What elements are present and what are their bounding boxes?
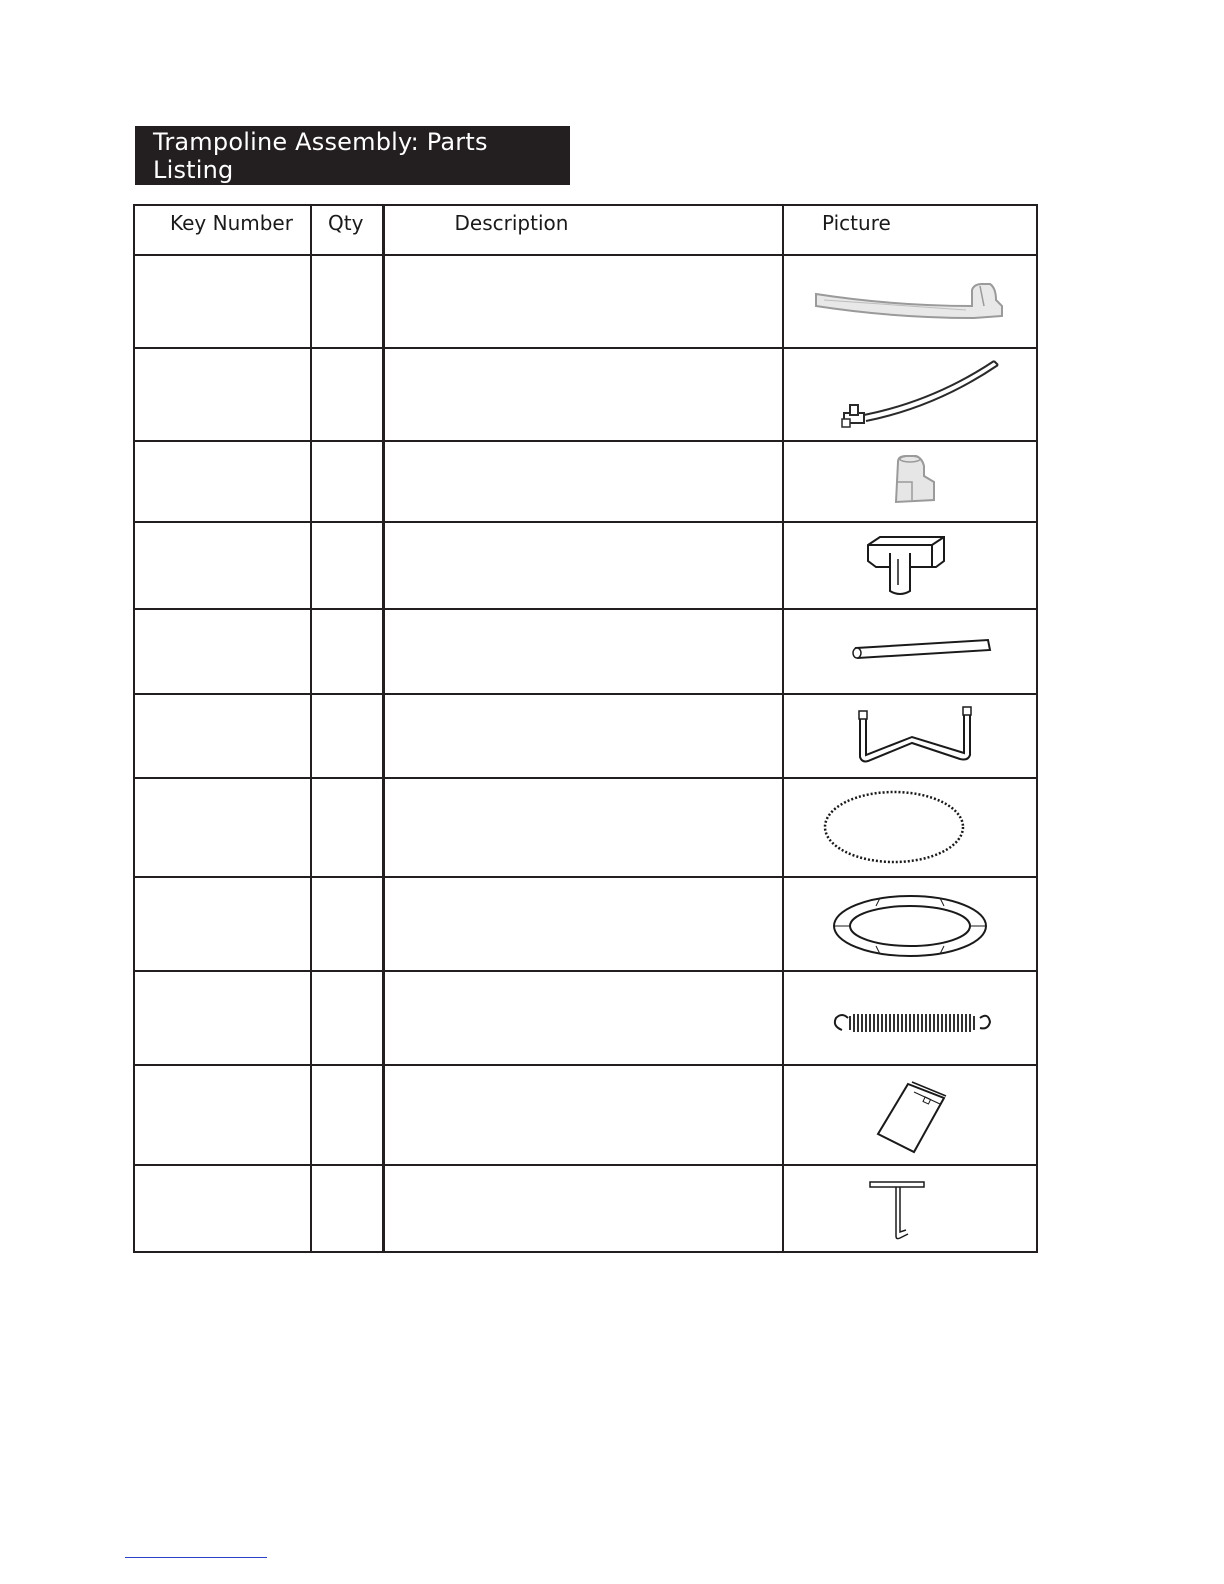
instruction-booklet-icon bbox=[784, 1066, 1036, 1164]
picture-cell bbox=[783, 522, 1037, 609]
key-number-cell bbox=[134, 778, 311, 877]
description-cell bbox=[383, 694, 783, 778]
table-row bbox=[134, 1165, 1037, 1252]
key-number-cell bbox=[134, 971, 311, 1065]
qty-cell bbox=[311, 778, 383, 877]
curved-frame-tube-with-socket-icon bbox=[784, 256, 1036, 347]
t-socket-connector-icon bbox=[784, 442, 1036, 521]
qty-cell bbox=[311, 694, 383, 778]
description-cell bbox=[383, 522, 783, 609]
key-number-cell bbox=[134, 1165, 311, 1252]
table-row bbox=[134, 1065, 1037, 1165]
picture-cell bbox=[783, 348, 1037, 441]
curved-pole-with-bracket-icon bbox=[784, 349, 1036, 440]
header-key-number: Key Number bbox=[134, 205, 311, 255]
description-cell bbox=[383, 609, 783, 694]
picture-cell bbox=[783, 1165, 1037, 1252]
table-row bbox=[134, 877, 1037, 971]
header-qty: Qty bbox=[311, 205, 383, 255]
description-cell bbox=[383, 778, 783, 877]
table-row bbox=[134, 971, 1037, 1065]
t-hook-tool-icon bbox=[784, 1166, 1036, 1251]
picture-cell bbox=[783, 971, 1037, 1065]
qty-cell bbox=[311, 348, 383, 441]
picture-cell bbox=[783, 1065, 1037, 1165]
qty-cell bbox=[311, 255, 383, 348]
table-row bbox=[134, 255, 1037, 348]
picture-cell bbox=[783, 255, 1037, 348]
qty-cell bbox=[311, 609, 383, 694]
spring-icon bbox=[784, 972, 1036, 1064]
description-cell bbox=[383, 1165, 783, 1252]
qty-cell bbox=[311, 877, 383, 971]
key-number-cell bbox=[134, 522, 311, 609]
description-cell bbox=[383, 441, 783, 522]
key-number-cell bbox=[134, 348, 311, 441]
qty-cell bbox=[311, 522, 383, 609]
w-leg-base-icon bbox=[784, 695, 1036, 777]
key-number-cell bbox=[134, 609, 311, 694]
qty-cell bbox=[311, 1165, 383, 1252]
table-row bbox=[134, 778, 1037, 877]
table-row bbox=[134, 348, 1037, 441]
description-cell bbox=[383, 877, 783, 971]
page-title: Trampoline Assembly: Parts Listing bbox=[135, 126, 570, 185]
key-number-cell bbox=[134, 1065, 311, 1165]
table-row bbox=[134, 522, 1037, 609]
table-row bbox=[134, 694, 1037, 778]
t-joint-connector-icon bbox=[784, 523, 1036, 608]
parts-table bbox=[133, 204, 1038, 1253]
description-cell bbox=[383, 1065, 783, 1165]
description-cell bbox=[383, 971, 783, 1065]
qty-cell bbox=[311, 971, 383, 1065]
key-number-cell bbox=[134, 441, 311, 522]
description-cell bbox=[383, 348, 783, 441]
straight-tube-icon bbox=[784, 610, 1036, 693]
description-cell bbox=[383, 255, 783, 348]
picture-cell bbox=[783, 877, 1037, 971]
safety-pad-icon bbox=[784, 878, 1036, 970]
picture-cell bbox=[783, 609, 1037, 694]
header-description: Description bbox=[383, 205, 783, 255]
qty-cell bbox=[311, 441, 383, 522]
key-number-cell bbox=[134, 255, 311, 348]
picture-cell bbox=[783, 778, 1037, 877]
table-row bbox=[134, 609, 1037, 694]
table-header-row bbox=[134, 205, 1037, 255]
footer-rule bbox=[125, 1557, 267, 1558]
picture-cell bbox=[783, 441, 1037, 522]
qty-cell bbox=[311, 1065, 383, 1165]
picture-cell bbox=[783, 694, 1037, 778]
key-number-cell bbox=[134, 694, 311, 778]
key-number-cell bbox=[134, 877, 311, 971]
table-row bbox=[134, 441, 1037, 522]
header-picture: Picture bbox=[783, 205, 1037, 255]
jumping-mat-icon bbox=[784, 779, 1036, 876]
